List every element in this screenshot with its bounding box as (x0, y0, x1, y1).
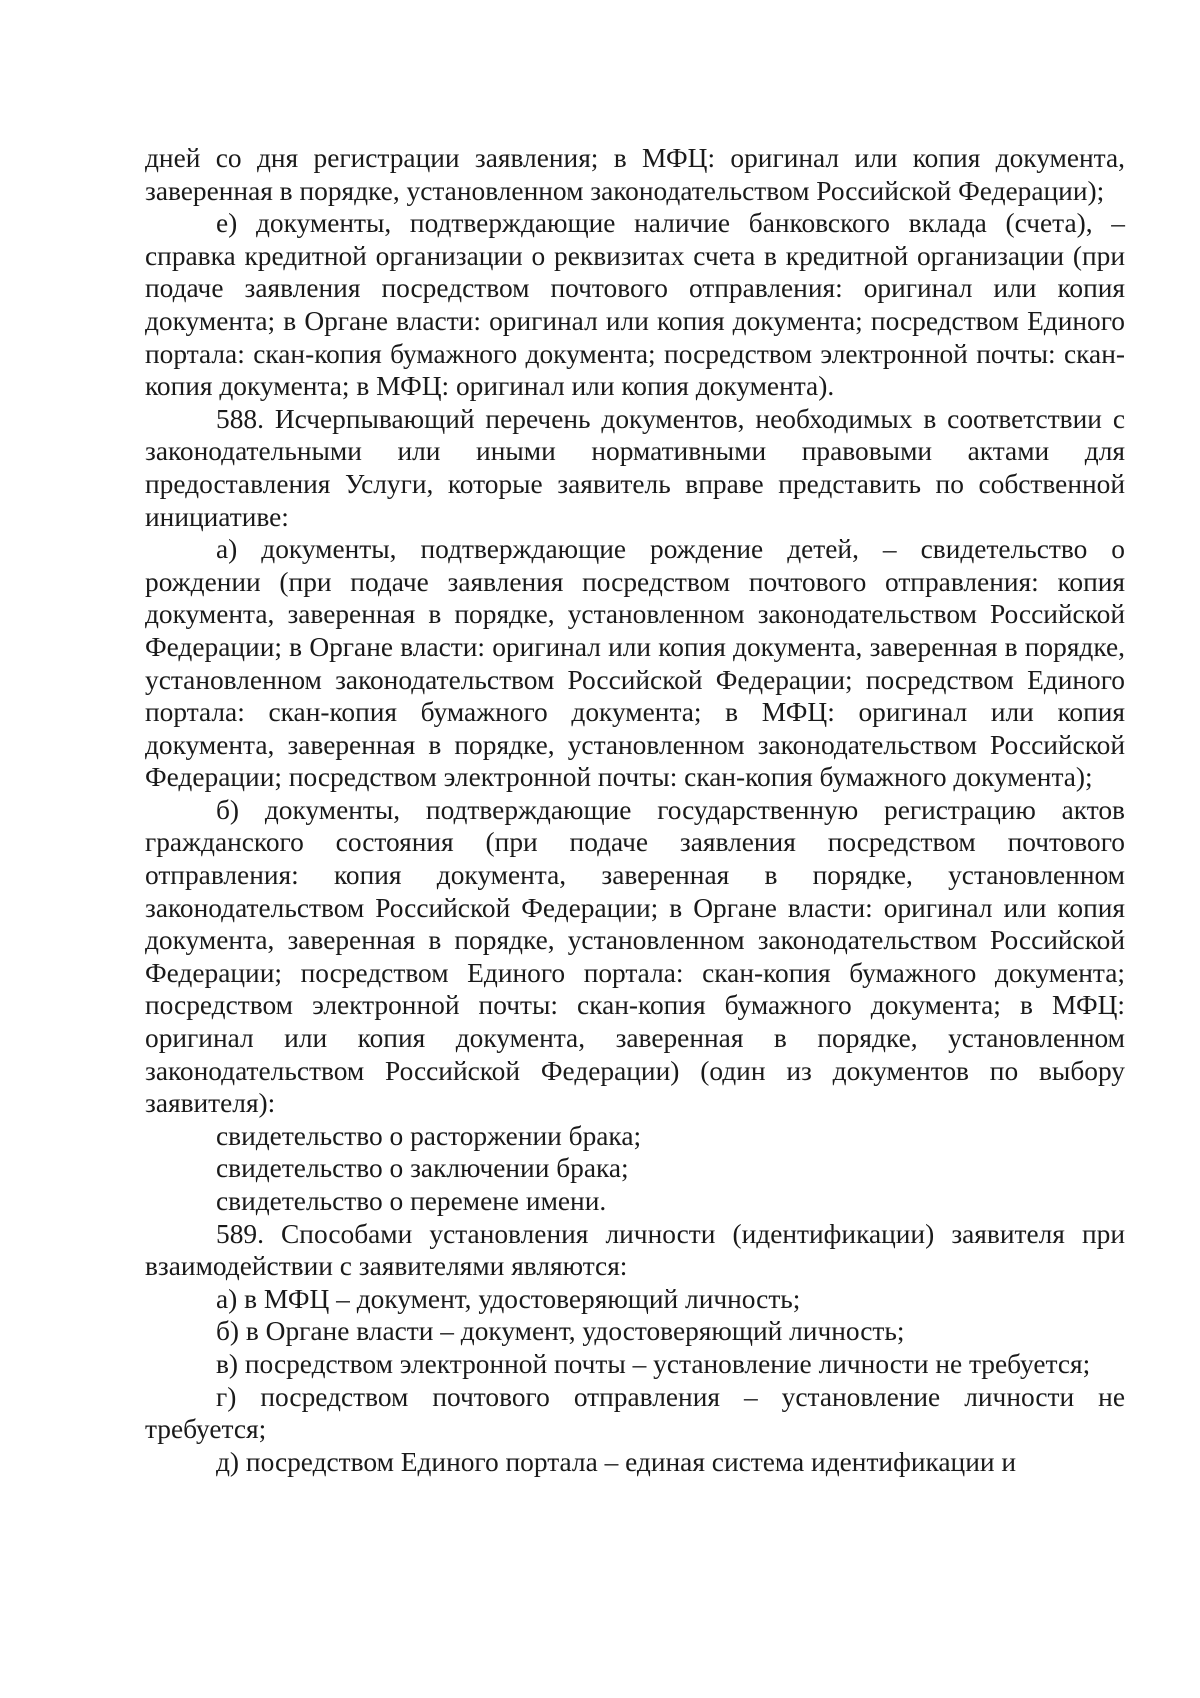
list-item-name-change: свидетельство о перемене имени. (216, 1186, 607, 1216)
list-item-divorce: свидетельство о расторжении брака; (216, 1120, 642, 1151)
paragraph-589: 589. Способами установления личности (идентификации) заявителя при взаимодействии с заявителями являются: (145, 1218, 1125, 1282)
paragraph-item-a-birth: а) документы, подтверждающие рождение детей, – свидетельство о рождении (при подаче заявления посредством почтового отправления: копия документа, заверенная в порядке, установленном законодательством Российской Федерации; в Органе власти: оригинал или копия документа, заверенная в порядке, установленном законодательством Российской Федерации; посредством Единого портала: скан-копия бумажного документа; в МФЦ: оригинал или копия документа, заверенная в порядке, установленном законодательством Российской Федерации; посредством электронной почты: скан-копия бумажного документа); (145, 534, 1125, 793)
list-item-portal: д) посредством Единого портала – единая система идентификации и (216, 1446, 1017, 1477)
list-item-email: в) посредством электронной почты – установление личности не требуется; (216, 1348, 1091, 1379)
paragraph-continuation: дней со дня регистрации заявления; в МФЦ: оригинал или копия документа, заверенная в порядке, установленном законодательством Российской Федерации); (145, 143, 1125, 206)
paragraph-588: 588. Исчерпывающий перечень документов, необходимых в соответствии с законодательными или иными нормативными правовыми актами для предоставления Услуги, которые заявитель вправе представить по собственной инициативе: (145, 403, 1125, 532)
list-item-post: г) посредством почтового отправления – установление личности не требуется; (145, 1381, 1125, 1445)
paragraph-item-b-civil-status: б) документы, подтверждающие государственную регистрацию актов гражданского состояния (при подаче заявления посредством почтового отправления: копия документа, заверенная в порядке, установленном законодательством Российской Федерации; в Органе власти: оригинал или копия документа, заверенная в порядке, установленном законодательством Российской Федерации; посредством Единого портала: скан-копия бумажного документа; посредством электронной почты: скан-копия бумажного документа; в МФЦ: оригинал или копия документа, заверенная в порядке, установленном законодательством Российской Федерации) (один из документов по выбору заявителя): (145, 794, 1125, 1119)
list-item-authority: б) в Органе власти – документ, удостоверяющий личность; (216, 1316, 905, 1347)
list-item-mfc: а) в МФЦ – документ, удостоверяющий личность; (216, 1283, 801, 1314)
paragraph-item-e-bank-account: е) документы, подтверждающие наличие банковского вклада (счета), – справка кредитной организации о реквизитах счета в кредитной организации (при подаче заявления посредством почтового отправления: оригинал или копия документа; в Органе власти: оригинал или копия документа; посредством Единого портала: скан-копия бумажного документа; посредством электронной почты: скан-копия документа; в МФЦ: оригинал или копия документа). (145, 208, 1125, 402)
document-page (145, 142, 1125, 1478)
list-item-marriage: свидетельство о заключении брака; (216, 1153, 629, 1184)
